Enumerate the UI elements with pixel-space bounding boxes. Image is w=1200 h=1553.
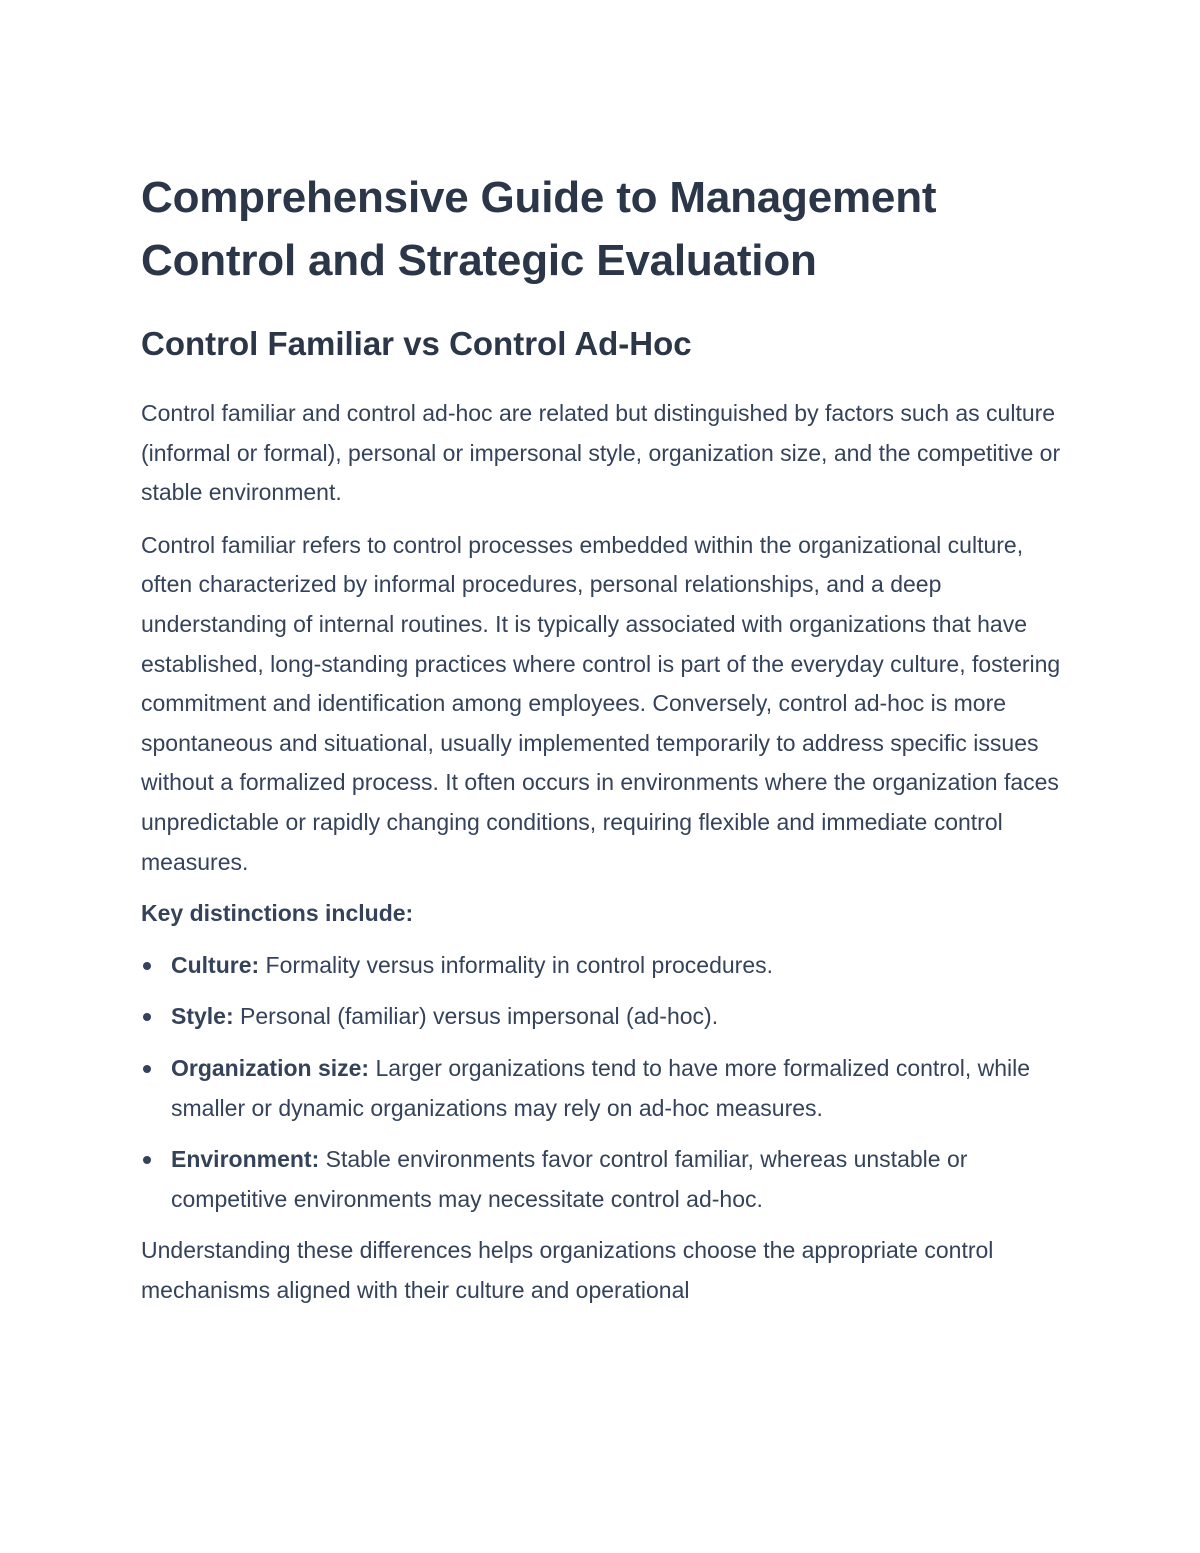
paragraph-definitions: Control familiar refers to control processes embedded within the organizational culture, often characterized by informal procedures, personal relationships, and a deep understanding of internal routines. It is typically associated with organizations that have established, long-standing practices where control is part of the everyday culture, fostering commitment and identification among employees. Conversely, control ad-hoc is more spontaneous and situational, usually implemented temporarily to address specific issues without a formalized process. It often occurs in environments where the organization faces unpredictable or rapidly changing conditions, requiring flexible and immediate control measures. [141,531,1061,875]
list-item-text: Formality versus informality in control procedures. [259,951,774,978]
distinctions-list [141,946,1061,1220]
bullet-icon [143,962,151,970]
list-item-organization-size [141,1049,1061,1128]
list-item-term: Style: [171,1003,234,1030]
bullet-icon [143,1156,151,1164]
list-item-environment [141,1140,1061,1219]
list-item-culture [141,946,1061,986]
paragraph-intro: Control familiar and control ad-hoc are related but distinguished by factors such as culture (informal or formal), personal or impersonal style, organization size, and the competitive or stable environment. [141,400,1061,506]
list-item-text: Personal (familiar) versus impersonal (ad-hoc). [233,1003,719,1030]
bullet-icon [143,1065,151,1073]
paragraph-conclusion: Understanding these differences helps organizations choose the appropriate control mechanisms aligned with their culture and operational [141,1237,994,1303]
list-item-term: Culture: [171,951,260,978]
section-heading: Control Familiar vs Control Ad-Hoc [141,325,692,362]
list-item-text: Stable environments favor control familiar, whereas unstable or competitive environments may necessitate control ad-hoc. [171,1146,968,1212]
list-item-style [141,997,1061,1037]
key-distinctions-label: Key distinctions include: [141,900,414,927]
bullet-icon [143,1013,151,1021]
list-item-text: Larger organizations tend to have more formalized control, while smaller or dynamic organizations may rely on ad-hoc measures. [171,1054,1031,1121]
list-item-term: Organization size: [171,1054,370,1081]
document-page [141,166,1061,1310]
list-item-term: Environment: [171,1146,320,1173]
document-title: Comprehensive Guide to Management Control and Strategic Evaluation [141,173,937,285]
